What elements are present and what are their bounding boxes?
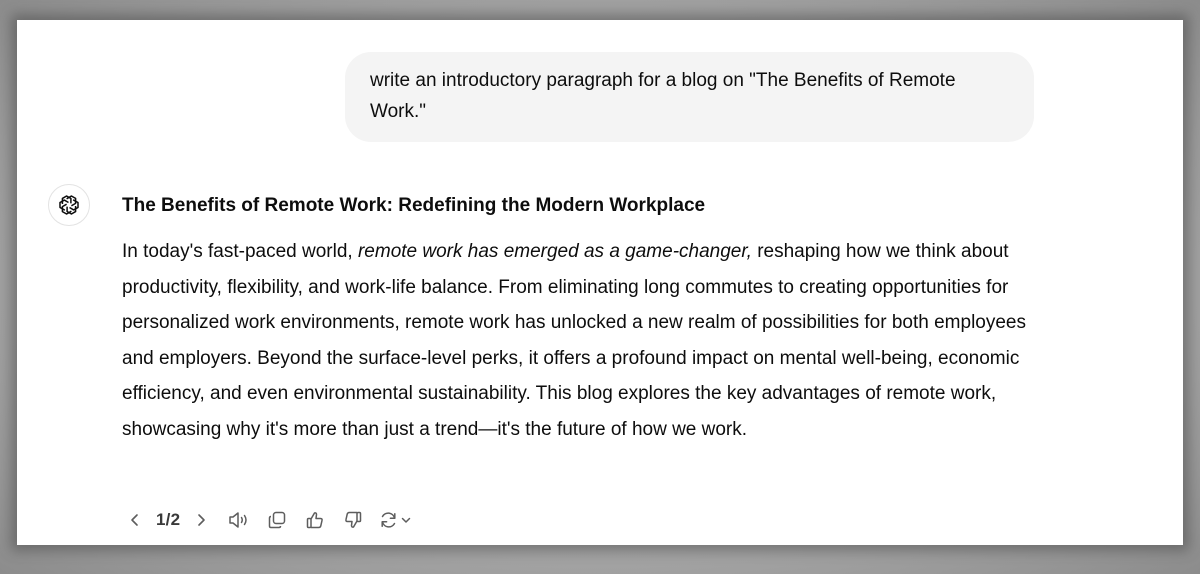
chat-panel <box>17 20 1183 545</box>
user-message-bubble <box>345 52 1034 142</box>
assistant-response <box>122 192 1042 448</box>
read-aloud-button[interactable] <box>225 507 253 533</box>
previous-response-button[interactable] <box>123 507 147 533</box>
thumbs-down-button[interactable] <box>339 507 367 533</box>
chevron-down-icon <box>400 514 412 526</box>
response-pager: 1/2 <box>156 510 181 529</box>
user-message-text: write an introductory paragraph for a blog on "The Benefits of Remote Work." <box>370 70 956 122</box>
response-paragraph <box>122 234 1042 448</box>
copy-icon <box>267 510 287 530</box>
speaker-icon <box>227 510 251 530</box>
response-title: The Benefits of Remote Work: Redefining the Modern Workplace <box>122 195 706 216</box>
response-action-bar <box>123 507 415 533</box>
thumbs-up-button[interactable] <box>301 507 329 533</box>
response-emphasis: remote work has emerged as a game-changer, <box>357 241 752 262</box>
next-response-button[interactable] <box>189 507 213 533</box>
thumbs-up-icon <box>305 510 325 530</box>
copy-button[interactable] <box>263 507 291 533</box>
chevron-left-icon <box>128 512 142 528</box>
openai-logo-icon <box>57 193 81 217</box>
regenerate-button[interactable] <box>375 507 415 533</box>
assistant-avatar <box>48 184 90 226</box>
chevron-right-icon <box>194 512 208 528</box>
thumbs-down-icon <box>343 510 363 530</box>
response-intro: In today's fast-paced world, <box>122 241 358 262</box>
response-rest: reshaping how we think about productivity, flexibility, and work-life balance. From eliminating long commutes to creating opportunities for personalized work environments, remote work has unlocked a new realm of possibilities for both employees and employers. Beyond the surface-level perks, it offers a profound impact on mental well-being, economic efficiency, and even environmental sustainability. This blog explores the key advantages of remote work, showcasing why it's more than just a trend—it's the future of how we work. <box>122 241 1026 440</box>
regenerate-icon <box>378 510 400 530</box>
